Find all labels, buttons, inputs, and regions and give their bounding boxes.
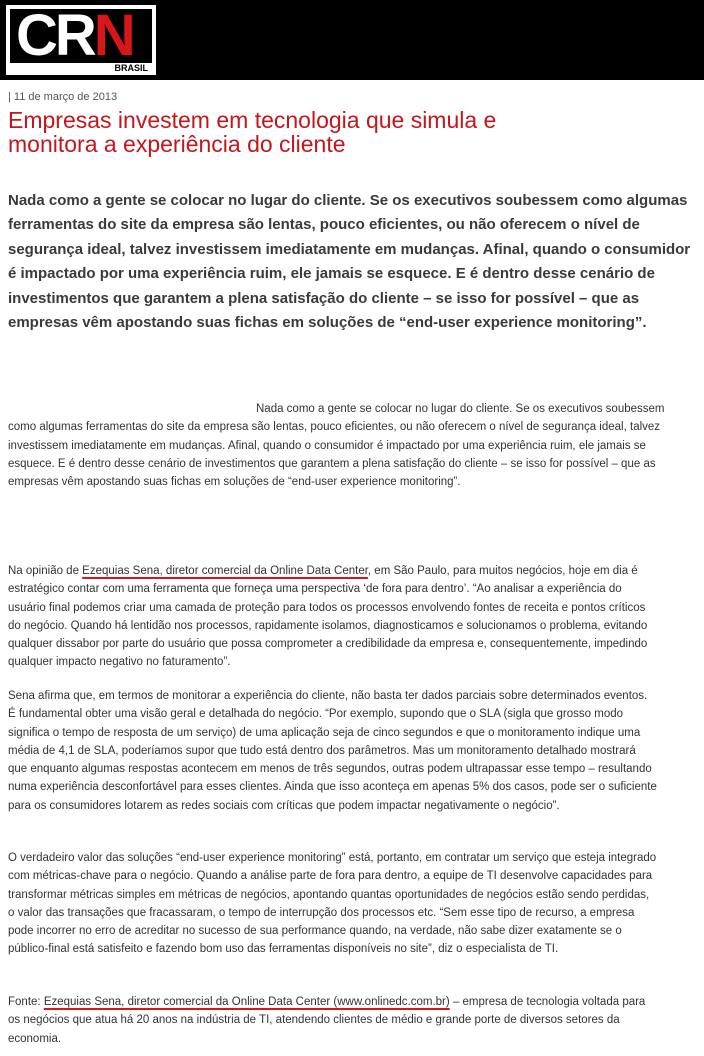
logo-subtitle: BRASIL — [114, 63, 148, 73]
article-title: Empresas investem em tecnologia que simula e monitora a experiência do cliente — [8, 107, 497, 157]
logo-cr: CR — [16, 3, 94, 68]
paragraph-2-rest: , em São Paulo, para muitos negócios, hoje em dia é estratégico contar com uma ferramenta que forneça uma perspectiva ‘de fora para dentro’. “Ao analisar a experiência do usuário final podemos criar uma camada de proteção para todos os processos envolvendo fontes de receita e pontos críticos do negócio. Quando há lentidão nos processos, rapidamente isolamos, diagnosticamos e solucionamos o problema, evitando qualquer dissabor por parte do usuário que possa comprometer a credibilidade da empresa e, consequentemente, impedindo qualquer impacto negativo no faturamento”. — [8, 565, 648, 669]
source-company-link[interactable]: Ezequias Sena, diretor comercial da Online Data Center (www.onlinedc.com.br) — [43, 996, 450, 1008]
source-rest: – empresa de tecnologia voltada para os negócios que atua há 20 anos na indústria de TI, atendendo clientes de médio e grande porte de diversos setores da economia. — [8, 996, 646, 1045]
site-header — [0, 0, 704, 80]
source-person-link[interactable]: Ezequias Sena, diretor comercial da Online Data Center — [82, 565, 368, 577]
article-lead: Nada como a gente se colocar no lugar do cliente. Se os executivos soubessem como algumas ferramentas do site da empresa são lentas, pouco eficientes, ou não oferecem o nível de segurança ideal, talvez investissem imediatamente em mudanças. Afinal, quando o consumidor é impactado por uma experiência ruim, ele jamais se esquece. E é dentro desse cenário de investimentos que garantem a plena satisfação do cliente – se isso for possível – que as empresas vêm apostando suas fichas em soluções de “end-user experience monitoring”. — [8, 192, 691, 332]
paragraph-2-prefix: Na opinião de — [8, 565, 83, 577]
article-date: | 11 de março de 2013 — [8, 91, 118, 103]
logo-wordmark — [16, 3, 133, 69]
logo-n: N — [93, 3, 133, 68]
article-source — [8, 993, 658, 1048]
source-prefix: Fonte: — [8, 996, 44, 1008]
article-paragraph-1: Nada como a gente se colocar no lugar do cliente. Se os executivos soubessem como algumas ferramentas do site da empresa são lentas, pouco eficientes, ou não oferecem o nível de segurança ideal, talvez investissem imediatamente em mudanças. Afinal, quando o consumidor é impactado por uma experiência ruim, ele jamais se esquece. E é dentro desse cenário de investimentos que garantem a plena satisfação do cliente – se isso for possível – que as empresas vêm apostando suas fichas em soluções de “end-user experience monitoring”. — [8, 403, 665, 489]
article-paragraph-3: Sena afirma que, em termos de monitorar a experiência do cliente, não basta ter dados parciais sobre determinados eventos. É fundamental obter uma visão geral e detalhada do negócio. “Por exemplo, supondo que o SLA (sigla que grosso modo significa o tempo de resposta de um serviço) de uma aplicação seja de cinco segundos e que o monitoramento indique uma média de 4,1 de SLA, poderíamos supor que tudo está dentro dos parâmetros. Mas um monitoramento detalhado mostrará que enquanto algumas respostas acontecem em menos de três segundos, outras podem ultrapassar esse tempo – resultando numa experiência desconfortável para esses clientes. Ainda que isso aconteça em apenas 5% dos casos, pode ser o suficiente para os consumidores lotarem as redes sociais com críticas que podem impactar negativamente o negócio”. — [8, 690, 657, 812]
article-paragraph-4: O verdadeiro valor das soluções “end-user experience monitoring” está, portanto, em contratar um serviço que esteja integrado com métricas-chave para o negócio. Quando a análise parte de fora para dentro, a equipe de TI desenvolve capacidades para transformar métricas simples em métricas de negócios, apontando quantas oportunidades de negócios estão sendo perdidas, o valor das transações que fracassaram, o tempo de interrupção dos processos etc. “Sem esse tipo de recurso, a empresa pode incorrer no erro de acreditar no sucesso de sua performance quando, na verdade, não sabe dizer exatamente se o público-final está satisfeito e fazendo bom uso das ferramentas disponíveis no site”, diz o especialista de TI. — [8, 852, 657, 956]
article-paragraph-2 — [8, 562, 658, 672]
crn-logo[interactable] — [6, 5, 156, 75]
